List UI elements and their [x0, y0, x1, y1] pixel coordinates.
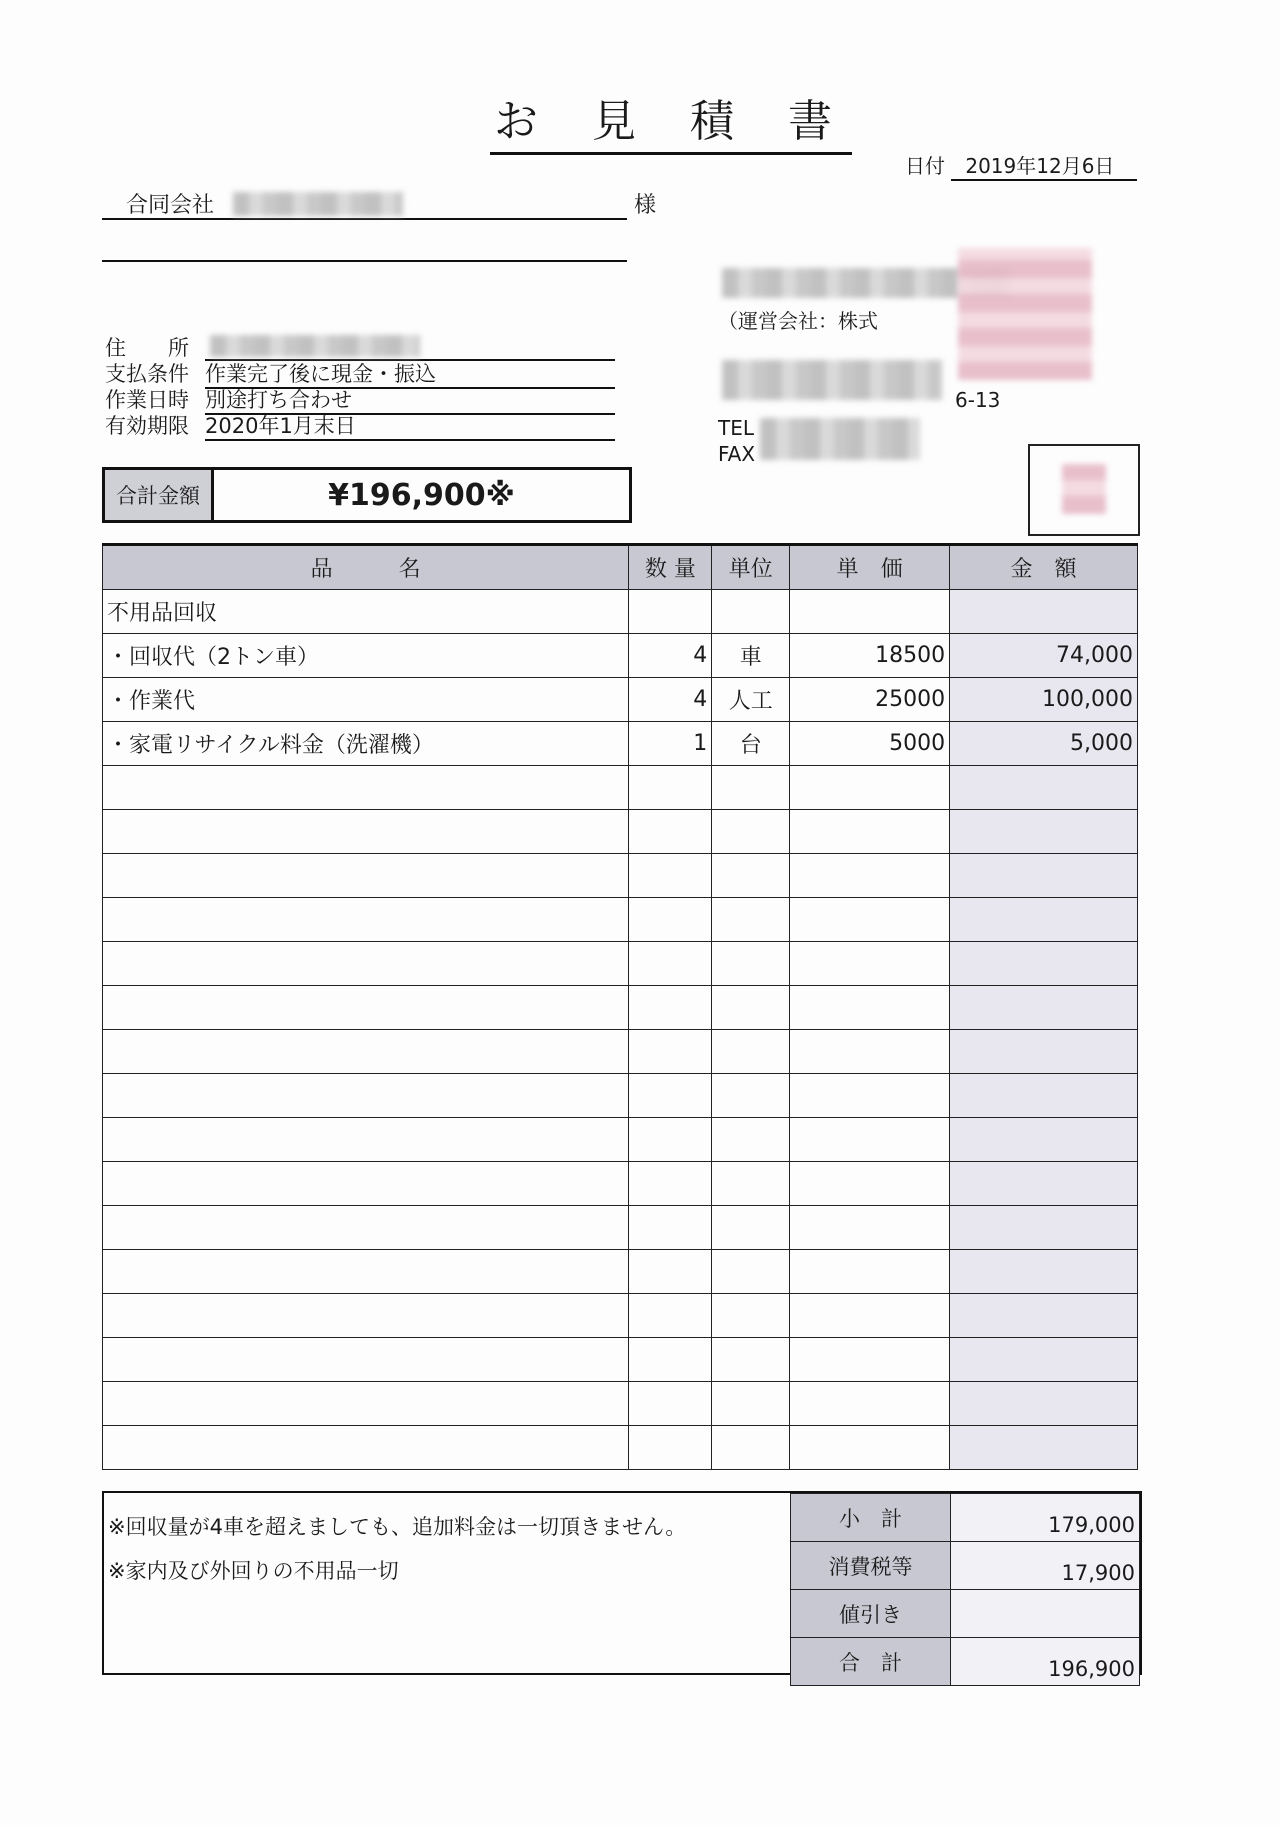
- empty-cell: [790, 1382, 950, 1426]
- customer-prefix: 合同会社: [126, 193, 215, 218]
- summary-table: [790, 1493, 1140, 1686]
- cell-unit: [712, 590, 790, 634]
- empty-cell: [103, 942, 629, 986]
- empty-row: [103, 898, 1138, 942]
- empty-cell: [629, 854, 712, 898]
- summary-label: 値引き: [791, 1590, 951, 1638]
- empty-cell: [790, 854, 950, 898]
- empty-cell: [629, 1338, 712, 1382]
- personal-seal: [1062, 464, 1106, 514]
- empty-cell: [712, 1382, 790, 1426]
- table-row: [103, 590, 1138, 634]
- info-validity: [105, 413, 615, 441]
- info-value: 作業完了後に現金・振込: [205, 361, 615, 389]
- info-value: 2020年1月末日: [205, 413, 615, 441]
- empty-cell: [790, 1426, 950, 1470]
- total-amount-value: ¥196,900※: [328, 477, 515, 513]
- empty-cell: [103, 1426, 629, 1470]
- customer-second-line: [102, 260, 627, 262]
- empty-cell: [712, 1426, 790, 1470]
- document-title: お 見 積 書: [490, 98, 852, 155]
- total-amount-label: 合計金額: [105, 470, 214, 520]
- empty-cell: [712, 854, 790, 898]
- company-seal: [958, 248, 1092, 380]
- empty-cell: [950, 1074, 1138, 1118]
- date-label: 日付: [905, 154, 945, 178]
- empty-cell: [629, 1074, 712, 1118]
- empty-row: [103, 942, 1138, 986]
- total-amount-box: [102, 467, 632, 523]
- empty-row: [103, 1162, 1138, 1206]
- info-payment: [105, 361, 615, 389]
- empty-cell: [712, 1030, 790, 1074]
- cell-name: ・家電リサイクル料金（洗濯機）: [103, 722, 629, 766]
- cell-qty: 1: [629, 722, 712, 766]
- cell-name: ・作業代: [103, 678, 629, 722]
- empty-cell: [950, 986, 1138, 1030]
- empty-cell: [950, 1206, 1138, 1250]
- table-row: [103, 678, 1138, 722]
- header-qty: 数 量: [629, 545, 712, 590]
- cell-price: 25000: [790, 678, 950, 722]
- empty-cell: [950, 854, 1138, 898]
- footer-section: [102, 1491, 1142, 1681]
- cell-qty: 4: [629, 678, 712, 722]
- empty-cell: [790, 1162, 950, 1206]
- empty-cell: [790, 1250, 950, 1294]
- empty-cell: [790, 1206, 950, 1250]
- cell-qty: 4: [629, 634, 712, 678]
- empty-cell: [629, 1162, 712, 1206]
- table-row: [103, 722, 1138, 766]
- empty-row: [103, 810, 1138, 854]
- empty-cell: [950, 1162, 1138, 1206]
- cell-qty: [629, 590, 712, 634]
- empty-cell: [103, 1118, 629, 1162]
- empty-cell: [629, 1118, 712, 1162]
- sender-tel: TEL: [718, 416, 754, 440]
- date-value: 2019年12月6日: [951, 150, 1137, 181]
- empty-cell: [103, 854, 629, 898]
- empty-cell: [790, 1118, 950, 1162]
- summary-value: 179,000: [951, 1494, 1140, 1542]
- empty-cell: [950, 1426, 1138, 1470]
- summary-row: [791, 1542, 1140, 1590]
- empty-cell: [790, 898, 950, 942]
- empty-row: [103, 1250, 1138, 1294]
- note-line: ※回収量が4車を超えましても、追加料金は一切頂きません。: [108, 1515, 687, 1539]
- empty-cell: [790, 1294, 950, 1338]
- summary-label: 小 計: [791, 1494, 951, 1542]
- empty-cell: [712, 986, 790, 1030]
- cell-amount: [950, 590, 1138, 634]
- header-amount: 金 額: [950, 545, 1138, 590]
- sender-operator: （運営会社：株式: [718, 309, 878, 333]
- empty-cell: [103, 898, 629, 942]
- cell-unit: 台: [712, 722, 790, 766]
- empty-row: [103, 766, 1138, 810]
- summary-row: [791, 1590, 1140, 1638]
- empty-cell: [790, 766, 950, 810]
- cell-price: 5000: [790, 722, 950, 766]
- empty-cell: [103, 1162, 629, 1206]
- table-header-row: [103, 545, 1138, 590]
- summary-label: 消費税等: [791, 1542, 951, 1590]
- empty-cell: [103, 1206, 629, 1250]
- empty-row: [103, 1294, 1138, 1338]
- empty-cell: [629, 1294, 712, 1338]
- cell-unit: 車: [712, 634, 790, 678]
- empty-cell: [790, 986, 950, 1030]
- empty-cell: [103, 986, 629, 1030]
- empty-cell: [103, 1250, 629, 1294]
- info-value: 別途打ち合わせ: [205, 387, 615, 415]
- summary-row: [791, 1494, 1140, 1542]
- summary-row: [791, 1638, 1140, 1686]
- empty-cell: [712, 898, 790, 942]
- empty-cell: [950, 1118, 1138, 1162]
- cell-amount: 100,000: [950, 678, 1138, 722]
- header-price: 単 価: [790, 545, 950, 590]
- empty-cell: [629, 1030, 712, 1074]
- items-table: [102, 543, 1138, 1470]
- info-work-date: [105, 387, 615, 415]
- cell-price: [790, 590, 950, 634]
- info-key: 住 所: [105, 336, 189, 360]
- empty-cell: [103, 1030, 629, 1074]
- empty-cell: [950, 898, 1138, 942]
- empty-row: [103, 1118, 1138, 1162]
- redaction-sender-address: [722, 360, 942, 400]
- cell-amount: 74,000: [950, 634, 1138, 678]
- cell-price: 18500: [790, 634, 950, 678]
- empty-cell: [950, 810, 1138, 854]
- empty-cell: [950, 942, 1138, 986]
- empty-cell: [629, 942, 712, 986]
- empty-cell: [629, 1206, 712, 1250]
- empty-row: [103, 1338, 1138, 1382]
- customer-suffix: 様: [634, 193, 657, 218]
- header-name: 品 名: [103, 545, 629, 590]
- empty-cell: [950, 1338, 1138, 1382]
- empty-cell: [950, 1294, 1138, 1338]
- empty-cell: [950, 1382, 1138, 1426]
- empty-cell: [790, 1074, 950, 1118]
- customer-name-line: [102, 188, 627, 220]
- summary-value: 17,900: [951, 1542, 1140, 1590]
- cell-name: ・回収代（2トン車）: [103, 634, 629, 678]
- info-address: [105, 335, 615, 361]
- info-key: 支払条件: [105, 362, 189, 386]
- empty-cell: [712, 1118, 790, 1162]
- empty-cell: [103, 1382, 629, 1426]
- stamp-box: [1028, 444, 1140, 536]
- header-unit: 単位: [712, 545, 790, 590]
- empty-cell: [103, 1338, 629, 1382]
- empty-cell: [629, 1250, 712, 1294]
- empty-cell: [629, 898, 712, 942]
- table-row: [103, 634, 1138, 678]
- empty-cell: [629, 1426, 712, 1470]
- redaction-address: [210, 335, 420, 357]
- empty-cell: [629, 986, 712, 1030]
- summary-value: 196,900: [951, 1638, 1140, 1686]
- empty-cell: [103, 1294, 629, 1338]
- summary-label: 合 計: [791, 1638, 951, 1686]
- info-key: 作業日時: [105, 388, 189, 412]
- empty-row: [103, 1074, 1138, 1118]
- empty-cell: [950, 1250, 1138, 1294]
- empty-cell: [950, 1030, 1138, 1074]
- empty-cell: [790, 1338, 950, 1382]
- date-row: [905, 150, 1137, 181]
- empty-cell: [629, 810, 712, 854]
- info-key: 有効期限: [105, 414, 189, 438]
- empty-cell: [712, 1162, 790, 1206]
- cell-amount: 5,000: [950, 722, 1138, 766]
- empty-cell: [790, 942, 950, 986]
- sender-fax: FAX: [718, 442, 756, 466]
- empty-row: [103, 1426, 1138, 1470]
- redaction-customer: [233, 192, 403, 216]
- empty-cell: [712, 1206, 790, 1250]
- empty-row: [103, 1206, 1138, 1250]
- empty-row: [103, 854, 1138, 898]
- redaction-sender-phone: [760, 418, 920, 460]
- empty-row: [103, 986, 1138, 1030]
- sender-address-tail: 6-13: [955, 388, 1001, 412]
- empty-cell: [950, 766, 1138, 810]
- empty-cell: [712, 942, 790, 986]
- note-line: ※家内及び外回りの不用品一切: [108, 1559, 399, 1583]
- summary-value: [951, 1590, 1140, 1638]
- empty-cell: [712, 766, 790, 810]
- empty-cell: [712, 810, 790, 854]
- empty-row: [103, 1382, 1138, 1426]
- empty-cell: [103, 766, 629, 810]
- empty-row: [103, 1030, 1138, 1074]
- empty-cell: [712, 1250, 790, 1294]
- empty-cell: [103, 1074, 629, 1118]
- empty-cell: [712, 1074, 790, 1118]
- cell-unit: 人工: [712, 678, 790, 722]
- empty-cell: [790, 1030, 950, 1074]
- empty-cell: [629, 766, 712, 810]
- empty-cell: [790, 810, 950, 854]
- empty-cell: [712, 1338, 790, 1382]
- empty-cell: [712, 1294, 790, 1338]
- cell-name: 不用品回収: [103, 590, 629, 634]
- empty-cell: [629, 1382, 712, 1426]
- empty-cell: [103, 810, 629, 854]
